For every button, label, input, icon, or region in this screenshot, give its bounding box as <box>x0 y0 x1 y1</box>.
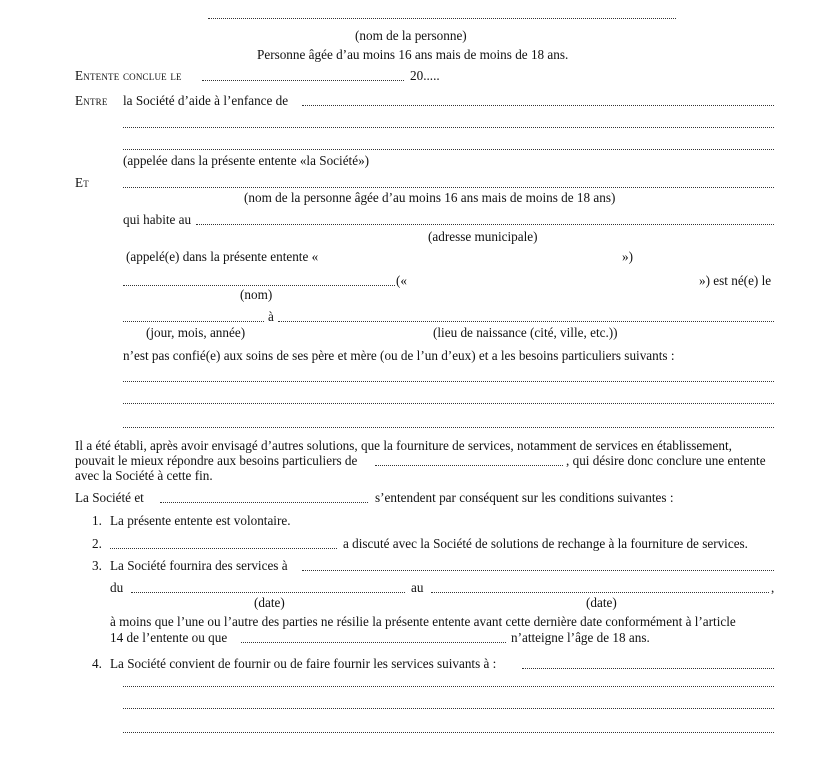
agreement-date-line[interactable] <box>202 80 404 81</box>
nom-caption: (nom) <box>240 287 273 302</box>
date-caption: (jour, mois, année) <box>146 325 246 340</box>
item-3-person-line[interactable] <box>241 642 506 643</box>
item-3-number: 3. <box>92 558 102 573</box>
a-label: à <box>268 309 274 324</box>
address-line[interactable] <box>196 224 774 225</box>
nom-line[interactable] <box>123 285 395 286</box>
item-2-text: a discuté avec la Société de solutions de rechange à la fourniture de services. <box>343 536 748 551</box>
item-3-continuation-1: à moins que l’une ou l’autre des parties ne résilie la présente entente avant cette dernière date conformément à l’article <box>110 614 736 629</box>
paragraph-name-line[interactable] <box>375 465 563 466</box>
du-label: du <box>110 580 124 595</box>
person-caption: (nom de la personne âgée d’au moins 16 ans mais de moins de 18 ans) <box>244 190 616 205</box>
person-full-name-line[interactable] <box>123 187 774 188</box>
needs-line-2[interactable] <box>123 403 774 404</box>
paragraph-line-2-end: , qui désire donc conclure une entente <box>566 453 766 468</box>
society-name-line-3[interactable] <box>123 149 774 150</box>
society-prefix: la Société d’aide à l’enfance de <box>123 93 289 108</box>
item-4-number: 4. <box>92 656 102 671</box>
date-comma: , <box>771 580 775 595</box>
appele-label: (appelé(e) dans la présente entente « <box>126 249 319 264</box>
start-date-line[interactable] <box>131 592 405 593</box>
conditions-end: s’entendent par conséquent sur les conditions suivantes : <box>375 490 674 505</box>
au-label: au <box>411 580 424 595</box>
entre-label: Entre <box>75 93 108 108</box>
society-name-line-1[interactable] <box>302 105 774 106</box>
item-3-continuation-2-end: n’atteigne l’âge de 18 ans. <box>511 630 650 645</box>
item-1-text: La présente entente est volontaire. <box>110 513 291 528</box>
item-4-text: La Société convient de fournir ou de faire fournir les services suivants à : <box>110 656 497 671</box>
needs-line-3[interactable] <box>123 427 774 428</box>
date-caption-start: (date) <box>254 595 285 610</box>
item-2-number: 2. <box>92 536 102 551</box>
et-label: Et <box>75 175 89 190</box>
society-name-line-2[interactable] <box>123 127 774 128</box>
services-line-3[interactable] <box>123 732 774 733</box>
person-name-caption: (nom de la personne) <box>355 28 467 43</box>
address-caption: (adresse municipale) <box>428 229 538 244</box>
date-caption-end: (date) <box>586 595 617 610</box>
item-1-number: 1. <box>92 513 102 528</box>
agreement-year: 20..... <box>410 68 440 83</box>
paragraph-line-3: avec la Société à cette fin. <box>75 468 213 483</box>
nom-open: (« <box>396 273 407 288</box>
item-4-name-line[interactable] <box>522 668 774 669</box>
nom-close: ») est né(e) le <box>699 273 772 288</box>
end-date-line[interactable] <box>431 592 769 593</box>
services-line-2[interactable] <box>123 708 774 709</box>
society-caption: (appelée dans la présente entente «la Société») <box>123 153 370 168</box>
services-line-1[interactable] <box>123 686 774 687</box>
conditions-start: La Société et <box>75 490 144 505</box>
not-in-care-text: n’est pas confié(e) aux soins de ses père et mère (ou de l’un d’eux) et a les besoins particuliers suivants : <box>123 348 675 363</box>
conditions-name-line[interactable] <box>160 502 368 503</box>
paragraph-line-2-start: pouvait le mieux répondre aux besoins particuliers de <box>75 453 358 468</box>
item-3-text: La Société fournira des services à <box>110 558 288 573</box>
person-name-line[interactable] <box>208 18 676 19</box>
appele-close: ») <box>622 249 633 264</box>
item-3-continuation-2-start: 14 de l’entente ou que <box>110 630 228 645</box>
birth-place-line[interactable] <box>278 321 774 322</box>
habite-label: qui habite au <box>123 212 192 227</box>
paragraph-line-1: Il a été établi, après avoir envisagé d’autres solutions, que la fourniture de services, notamment de services en établissement, <box>75 438 732 453</box>
item-3-name-line[interactable] <box>302 570 774 571</box>
form-subtitle: Personne âgée d’au moins 16 ans mais de moins de 18 ans. <box>257 47 569 62</box>
item-2-name-line[interactable] <box>110 548 337 549</box>
needs-line-1[interactable] <box>123 381 774 382</box>
birthplace-caption: (lieu de naissance (cité, ville, etc.)) <box>433 325 618 340</box>
birth-date-line[interactable] <box>123 321 264 322</box>
entente-label: Entente conclue le <box>75 68 182 83</box>
